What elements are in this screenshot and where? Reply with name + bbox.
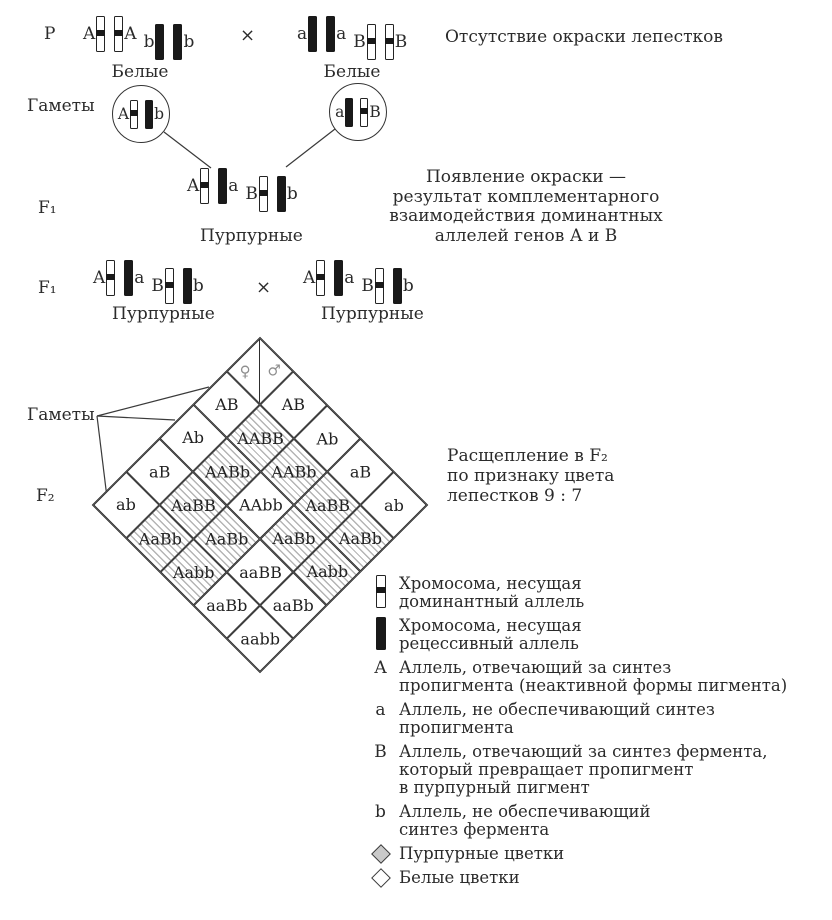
allele-label: b bbox=[192, 276, 204, 296]
allele-label: A bbox=[83, 24, 96, 44]
offspring-genotype: AABB bbox=[236, 428, 284, 448]
allele-label: B bbox=[245, 184, 258, 204]
f1-cross-left-phenotype: Пурпурные bbox=[112, 304, 215, 324]
legend-item bbox=[372, 845, 824, 863]
legend-text-line: пропигмента bbox=[399, 718, 514, 737]
homologous-chromosome-pair bbox=[244, 176, 298, 212]
chromosome-dominant-icon bbox=[367, 24, 376, 60]
allele-label: B bbox=[151, 276, 164, 296]
chromosome-dominant-icon bbox=[114, 16, 123, 52]
legend-text-line: Аллель, отвечающий за синтез фермента, bbox=[399, 742, 768, 761]
legend-item-text bbox=[399, 617, 582, 653]
homologous-chromosome-pair bbox=[117, 100, 165, 129]
female-gamete-label: ab bbox=[116, 495, 137, 515]
offspring-genotype: AaBb bbox=[138, 529, 182, 549]
allele-label: a bbox=[336, 24, 347, 44]
legend-item bbox=[372, 701, 824, 737]
centromere-band bbox=[106, 274, 115, 280]
allele-label: A bbox=[93, 268, 106, 288]
legend-item bbox=[372, 743, 824, 797]
p-right-parent-chromosomes bbox=[296, 16, 408, 60]
male-gamete-label: Ab bbox=[316, 429, 339, 449]
offspring-genotype: aaBB bbox=[239, 562, 282, 582]
centromere-band bbox=[200, 182, 209, 188]
chromosome-dominant-icon bbox=[372, 575, 389, 611]
allele-label: a bbox=[335, 103, 345, 121]
chromosome-dominant-icon bbox=[376, 575, 386, 608]
chromosome-recessive-icon bbox=[277, 176, 286, 212]
allele-label: b bbox=[183, 32, 195, 52]
male-gamete-label: ab bbox=[383, 495, 404, 515]
chromosome-dominant-icon bbox=[385, 24, 394, 60]
centromere-band bbox=[367, 38, 376, 44]
offspring-genotype: aaBb bbox=[272, 595, 315, 615]
chromosome-recessive-icon bbox=[334, 260, 343, 296]
legend-text-line: который превращает пропигмент bbox=[399, 760, 694, 779]
legend-item bbox=[372, 617, 824, 653]
chromosome-dominant-icon bbox=[316, 260, 325, 296]
legend-text-line: рецессивный аллель bbox=[399, 634, 579, 653]
legend-text-line: Белые цветки bbox=[399, 868, 520, 887]
allele-letter-A: A bbox=[374, 658, 387, 678]
legend-text-line: в пурпурный пигмент bbox=[399, 778, 590, 797]
allele-label: A bbox=[187, 176, 200, 196]
legend-item-text bbox=[399, 575, 584, 611]
chromosome-recessive-icon bbox=[376, 617, 386, 650]
legend bbox=[372, 575, 824, 887]
f1-phenotype: Пурпурные bbox=[200, 226, 303, 246]
female-icon: ♀ bbox=[239, 361, 251, 380]
legend-item-text bbox=[399, 659, 787, 695]
chromosome-recessive-icon bbox=[218, 168, 227, 204]
cross-symbol-2: × bbox=[256, 277, 272, 298]
legend-item-text bbox=[399, 803, 651, 839]
f1-cross-right-phenotype: Пурпурные bbox=[321, 304, 424, 324]
homologous-chromosome-pair bbox=[334, 98, 382, 127]
homologous-chromosome-pair bbox=[302, 260, 355, 296]
allele-label: a bbox=[297, 24, 308, 44]
chromosome-recessive-icon bbox=[345, 98, 353, 127]
offspring-genotype: AABb bbox=[204, 462, 250, 482]
legend-text-line: пропигмента (неактивной формы пигмента) bbox=[399, 676, 788, 695]
note-line: Появление окраски — bbox=[425, 167, 627, 187]
chromosome-dominant-icon bbox=[106, 260, 115, 296]
f1-cross-label: F₁ bbox=[38, 278, 57, 298]
legend-text-line: синтез фермента bbox=[399, 820, 550, 839]
allele-letter-b: b bbox=[375, 802, 386, 822]
homologous-chromosome-pair bbox=[186, 168, 239, 204]
legend-text-line: Хромосома, несущая bbox=[399, 574, 582, 593]
header-divider-line bbox=[259, 340, 260, 403]
allele-label: b bbox=[154, 105, 165, 123]
homologous-chromosome-pair bbox=[82, 16, 138, 52]
note-line: лепестков 9 : 7 bbox=[447, 486, 583, 506]
chromosome-recessive-icon bbox=[155, 24, 164, 60]
allele-label: b bbox=[143, 32, 155, 52]
centromere-band bbox=[360, 108, 368, 114]
diamond-shaded-icon bbox=[372, 845, 389, 863]
p-left-phenotype: Белые bbox=[111, 62, 169, 82]
note-line: Расщепление в F₂ bbox=[447, 446, 608, 466]
allele-label: a bbox=[344, 268, 355, 288]
gametes-label-2: Гаметы bbox=[27, 405, 95, 425]
chromosome-recessive-icon bbox=[124, 260, 133, 296]
chromosome-recessive-icon bbox=[372, 617, 389, 653]
chromosome-recessive-icon bbox=[393, 268, 402, 304]
centromere-band bbox=[385, 38, 394, 44]
offspring-genotype: AaBb bbox=[272, 529, 316, 549]
chromosome-recessive-icon bbox=[308, 16, 317, 52]
chromosome-dominant-icon bbox=[96, 16, 105, 52]
offspring-genotype: Aabb bbox=[306, 562, 348, 582]
centromere-band bbox=[114, 30, 123, 36]
chromosome-recessive-icon bbox=[183, 268, 192, 304]
p-left-parent-chromosomes bbox=[82, 16, 195, 60]
female-gamete-label: aB bbox=[149, 461, 171, 481]
f2-label: F₂ bbox=[36, 486, 55, 506]
chromosome-recessive-icon bbox=[173, 24, 182, 60]
legend-text-line: Хромосома, несущая bbox=[399, 616, 582, 635]
female-gamete-label: AB bbox=[214, 395, 239, 415]
offspring-genotype: AaBb bbox=[205, 529, 249, 549]
right-gamete-circle bbox=[329, 83, 387, 141]
f1-coloring-note bbox=[330, 168, 722, 246]
allele-label: a bbox=[134, 268, 145, 288]
allele-label: A bbox=[303, 268, 316, 288]
allele-letter-B: B bbox=[374, 742, 387, 762]
allele-label: b bbox=[286, 184, 298, 204]
right-gamete-connector-line bbox=[286, 129, 335, 167]
offspring-genotype: AaBB bbox=[304, 495, 350, 515]
offspring-genotype: aaBb bbox=[206, 596, 248, 616]
left-gamete-connector-line bbox=[164, 132, 211, 168]
legend-item-text bbox=[399, 743, 768, 797]
allele-label: a bbox=[228, 176, 239, 196]
allele-label: b bbox=[402, 276, 414, 296]
gametes-fan-line-2 bbox=[97, 416, 175, 420]
chromosome-recessive-icon bbox=[145, 100, 153, 129]
note-line: результат комплементарного bbox=[392, 186, 660, 207]
note-line: аллелей генов А и В bbox=[434, 225, 618, 246]
gametes-label: Гаметы bbox=[27, 96, 95, 116]
f2-ratio-note bbox=[447, 446, 614, 506]
homologous-chromosome-pair bbox=[296, 16, 347, 52]
chromosome-dominant-icon bbox=[360, 98, 368, 127]
legend-item bbox=[372, 575, 824, 611]
allele-label: B bbox=[394, 32, 408, 52]
chromosome-dominant-icon bbox=[259, 176, 268, 212]
p-phenotype-note: Отсутствие окраски лепестков bbox=[445, 27, 723, 47]
offspring-genotype: Aabb bbox=[173, 562, 215, 582]
cross-symbol: × bbox=[240, 25, 256, 46]
left-gamete-circle bbox=[112, 85, 170, 143]
diamond-white-icon bbox=[372, 869, 389, 887]
legend-text-line: доминантный аллель bbox=[399, 592, 585, 611]
p-generation-label: P bbox=[44, 24, 56, 44]
p-right-phenotype: Белые bbox=[323, 62, 381, 82]
legend-text-line: Аллель, не обеспечивающий синтез bbox=[399, 700, 715, 719]
chromosome-dominant-icon bbox=[200, 168, 209, 204]
f1-label: F₁ bbox=[38, 198, 57, 218]
allele-label: B bbox=[353, 32, 366, 52]
legend-item bbox=[372, 803, 824, 839]
centromere-band bbox=[259, 190, 268, 196]
offspring-genotype: AABb bbox=[271, 462, 317, 482]
homologous-chromosome-pair bbox=[150, 268, 204, 304]
offspring-genotype: AaBb bbox=[338, 529, 382, 549]
allele-label: A bbox=[124, 24, 137, 44]
f1-chromosomes bbox=[186, 168, 299, 212]
legend-item bbox=[372, 869, 824, 887]
male-gamete-label: AB bbox=[281, 395, 306, 415]
chromosome-dominant-icon bbox=[375, 268, 384, 304]
note-line: по признаку цвета bbox=[447, 466, 615, 486]
male-gamete-label: aB bbox=[349, 462, 372, 482]
centromere-band bbox=[130, 110, 138, 116]
shaded-diamond bbox=[371, 844, 391, 864]
homologous-chromosome-pair bbox=[92, 260, 145, 296]
centromere-band bbox=[96, 30, 105, 36]
legend-item-text bbox=[399, 845, 564, 863]
offspring-genotype: AAbb bbox=[238, 496, 283, 516]
legend-text-line: Аллель, не обеспечивающий bbox=[399, 802, 651, 821]
allele-label: B bbox=[369, 103, 381, 121]
allele-label: A bbox=[117, 105, 130, 123]
centromere-band bbox=[316, 274, 325, 280]
centromere-band bbox=[376, 587, 386, 593]
white-diamond bbox=[371, 868, 391, 888]
centromere-band bbox=[375, 282, 384, 288]
homologous-chromosome-pair bbox=[143, 24, 196, 60]
f1-cross-right-chromosomes bbox=[302, 260, 415, 304]
legend-item-text bbox=[399, 701, 715, 737]
female-gamete-label: Ab bbox=[182, 428, 204, 448]
chromosome-dominant-icon bbox=[130, 100, 138, 129]
centromere-band bbox=[165, 282, 174, 288]
legend-text-line: Аллель, отвечающий за синтез bbox=[399, 658, 672, 677]
note-line: взаимодействия доминантных bbox=[389, 206, 663, 226]
offspring-genotype: AaBB bbox=[171, 495, 216, 515]
chromosome-dominant-icon bbox=[165, 268, 174, 304]
allele-letter-a: a bbox=[375, 700, 386, 720]
legend-text-line: Пурпурные цветки bbox=[399, 844, 565, 863]
legend-item bbox=[372, 659, 824, 695]
legend-item-text bbox=[399, 869, 520, 887]
offspring-genotype: aabb bbox=[240, 629, 280, 649]
male-icon: ♂ bbox=[267, 361, 282, 380]
homologous-chromosome-pair bbox=[352, 24, 408, 60]
allele-label: B bbox=[361, 276, 374, 296]
chromosome-recessive-icon bbox=[326, 16, 335, 52]
f1-cross-left-chromosomes bbox=[92, 260, 205, 304]
homologous-chromosome-pair bbox=[360, 268, 414, 304]
